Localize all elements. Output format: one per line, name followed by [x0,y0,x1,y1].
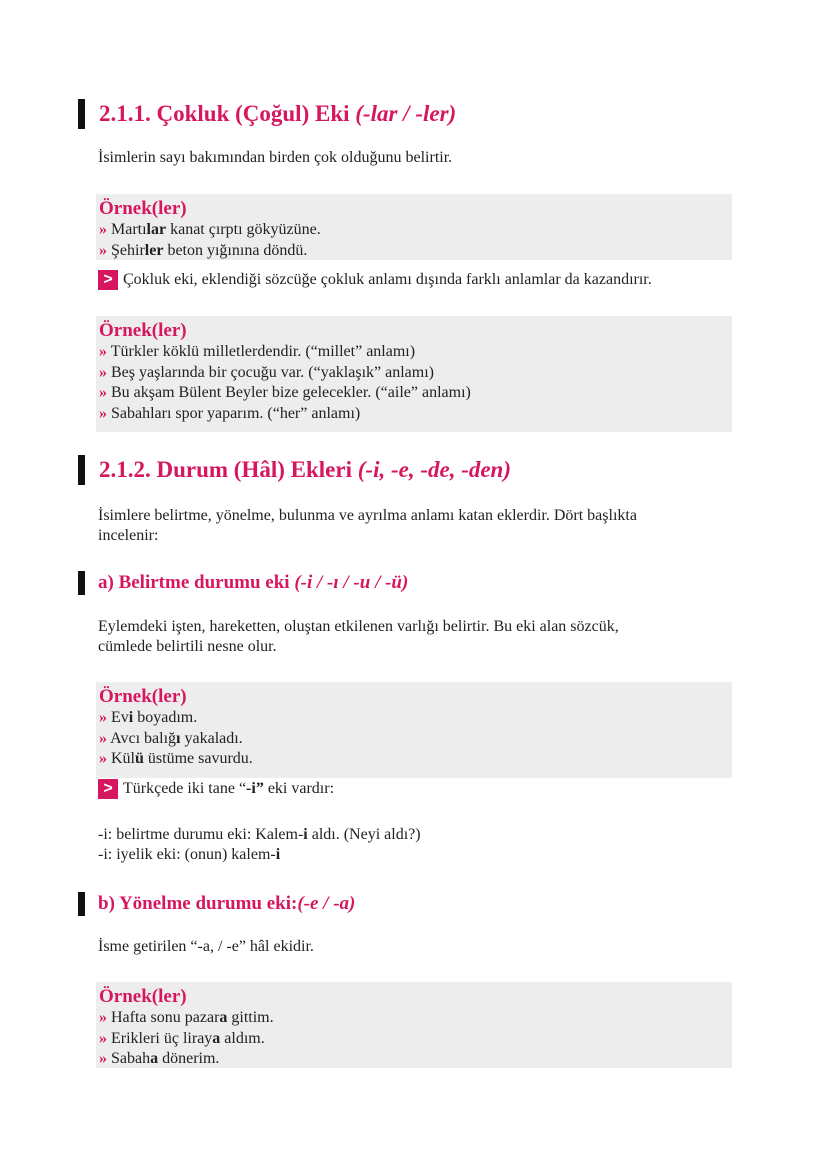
example-line: » Bu akşam Bülent Beyler bize gelecekler. (“aile” anlamı) [99,384,471,401]
note-belirtme [98,778,334,800]
heading-bar [78,571,85,595]
example-label: Örnek(ler) [99,686,187,707]
example-line: » Erikleri üç liraya aldım. [99,1029,265,1047]
example-box-cokluk-2 [96,316,732,432]
note-text: Çokluk eki, eklendiği sözcüğe çokluk anlamı dışında farklı anlamlar da kazandırır. [123,271,652,288]
example-line: » Sabahları spor yaparım. (“her” anlamı) [99,404,361,422]
example-line: » Türkler köklü milletlerdendir. (“millet” anlamı) [99,343,416,360]
heading-yonelme [78,892,355,916]
note-text: Türkçede iki tane “-i” eki vardır: [123,780,335,797]
cokluk-description: İsimlerin sayı bakımından birden çok olduğunu belirtir. [98,149,453,166]
heading-bar [78,892,85,916]
i-eki-line: -i: belirtme durumu eki: Kalem-i aldı. (Neyi aldı?) [98,826,421,843]
example-line: » Şehirler beton yığınına döndü. [99,241,308,259]
heading-belirtme [78,571,408,595]
heading-title: 2.1.2. Durum (Hâl) Ekleri (-i, -e, -de, -den) [99,457,512,482]
arrow-icon: > [98,779,118,799]
heading-title: a) Belirtme durumu eki (-i / -ı / -u / -ü) [98,572,409,593]
heading-cokluk-eki [78,99,456,129]
example-box-cokluk-1 [96,194,732,260]
example-label: Örnek(ler) [99,986,187,1007]
i-eki-line: -i: iyelik eki: (onun) kalem-i [98,846,281,863]
example-box-yonelme [96,982,732,1068]
example-line: » Hafta sonu pazara gittim. [99,1009,274,1026]
example-line: » Avcı balığı yakaladı. [99,729,243,747]
example-line: » Sabaha dönerim. [99,1050,220,1067]
note-cokluk [98,269,652,291]
heading-title: b) Yönelme durumu eki:(-e / -a) [98,893,356,914]
example-label: Örnek(ler) [99,198,187,219]
example-line: » Külü üstüme savurdu. [99,750,253,767]
heading-bar [78,99,85,129]
heading-title: 2.1.1. Çokluk (Çoğul) Eki (-lar / -ler) [99,101,457,126]
durum-description: İsimlere belirtme, yönelme, bulunma ve ayrılma anlamı katan eklerdir. Dört başlıkta incelenir: [98,507,637,544]
belirtme-description: Eylemdeki işten, hareketten, oluştan etkilenen varlığı belirtir. Bu eki alan sözcük, cümlede belirtili nesne olur. [98,618,619,655]
example-line: » Beş yaşlarında bir çocuğu var. (“yaklaşık” anlamı) [99,363,434,381]
example-label: Örnek(ler) [99,320,187,341]
arrow-icon: > [98,270,118,290]
yonelme-description: İsme getirilen “-a, / -e” hâl ekidir. [98,938,314,955]
heading-bar [78,455,85,485]
i-ekleri-list [98,825,738,865]
example-line: » Evi boyadım. [99,709,198,726]
example-line: » Martılar kanat çırptı gökyüzüne. [99,221,321,238]
example-box-belirtme [96,682,732,778]
heading-durum-ekleri [78,455,511,485]
